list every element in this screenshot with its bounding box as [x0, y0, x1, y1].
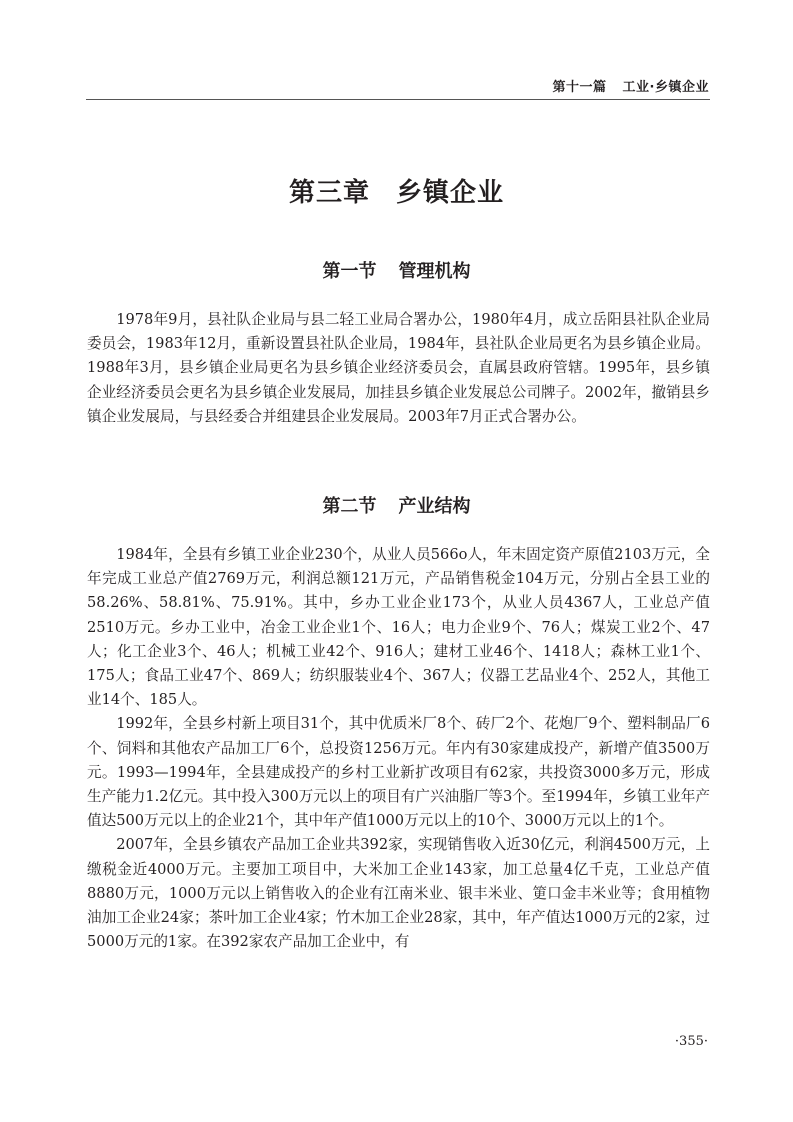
paragraph: 2007年，全县乡镇农产品加工企业共392家，实现销售收入近30亿元，利润4500万元，上缴税金近4000万元。主要加工项目中，大米加工企业143家，加工总量4亿千克，工业总产值8880万元，1000万元以上销售收入的企业有江南米业、银丰米业、筻口金丰米业等；食用植物油加工企业24家；茶叶加工企业4家；竹木加工企业28家，其中，年产值达1000万元的2家，过5000万元的1家。在392家农产品加工企业中，有: [87, 836, 710, 951]
page-number: ·355·: [674, 1034, 708, 1049]
part-number: 第十一篇: [552, 80, 607, 95]
section-body: [87, 308, 710, 429]
section-name: 管理机构: [398, 261, 471, 282]
section-number: 第一节: [322, 261, 377, 282]
header-rule: [86, 99, 710, 100]
paragraph: 1978年9月，县社队企业局与县二轻工业局合署办公，1980年4月，成立岳阳县社队企业局委员会，1983年12月，重新设置县社队企业局，1984年，县社队企业局更名为县乡镇企业局。1988年3月，县乡镇企业局更名为县乡镇企业经济委员会，直属县政府管辖。1995年，县乡镇企业经济委员会更名为县乡镇企业发展局，加挂县乡镇企业发展总公司牌子。2002年，撤销县乡镇企业发展局，与县经委合并组建县企业发展局。2003年7月正式合署办公。: [87, 311, 710, 425]
chapter-title: [0, 172, 793, 209]
running-header: [553, 76, 709, 95]
chapter-name: 乡镇企业: [396, 178, 505, 208]
section-title: [0, 257, 793, 283]
section-number: 第二节: [322, 496, 377, 517]
section-name: 产业结构: [398, 496, 471, 517]
chapter-number: 第三章: [288, 178, 370, 208]
section-title: [0, 492, 793, 518]
paragraph: 1984年，全县有乡镇工业企业230个，从业人员566o人，年末固定资产原值2103万元，全年完成工业总产值2769万元，利润总额121万元，产品销售税金104万元，分别占全县工业的58.26%、58.81%、75.91%。其中，乡办工业企业173个，从业人员4367人，工业总产值2510万元。乡办工业中，冶金工业企业1个、16人；电力企业9个、76人；煤炭工业2个、47人；化工企业3个、46人；机械工业42个、916人；建材工业46个、1418人；森林工业1个、175人；食品工业47个、869人；纺织服装业4个、367人；仪器工艺品业4个、252人，其他工业14个、185人。: [87, 546, 710, 709]
part-title: 工业·乡镇企业: [622, 80, 709, 95]
paragraph: 1992年，全县乡村新上项目31个，其中优质米厂8个、砖厂2个、花炮厂9个、塑料制品厂6个、饲料和其他农产品加工厂6个，总投资1256万元。年内有30家建成投产，新增产值3500万元。1993—1994年，全县建成投产的乡村工业新扩改项目有62家，共投资3000多万元，形成生产能力1.2亿元。其中投入300万元以上的项目有广兴油脂厂等3个。至1994年，乡镇工业年产值达500万元以上的企业21个，其中年产值1000万元以上的10个、3000万元以上的1个。: [87, 715, 710, 830]
section-body: [87, 543, 710, 954]
